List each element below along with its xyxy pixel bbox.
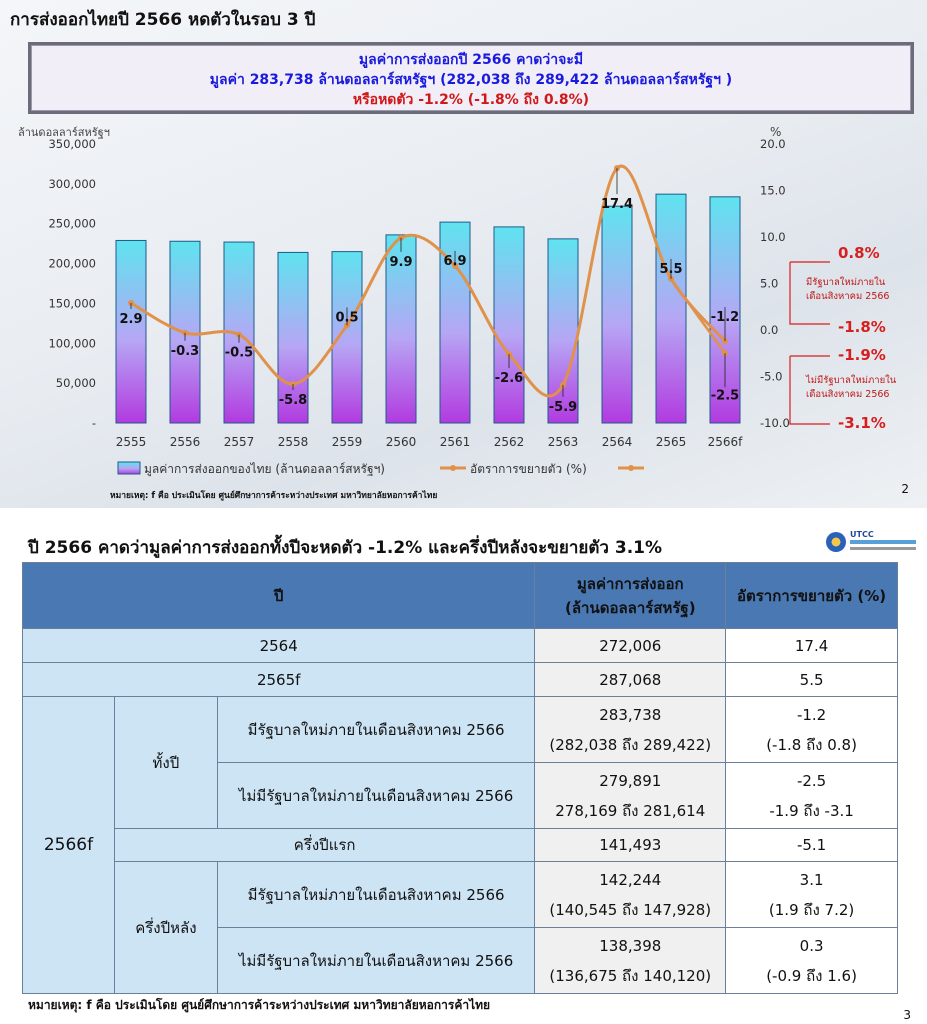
data-label: -2.5 — [710, 388, 740, 404]
fy-nogov-value-2: 278,169 ถึง 281,614 — [555, 801, 706, 820]
header-value — [535, 563, 726, 629]
x-tick-label: 2565 — [655, 435, 687, 449]
y2-tick-label: -10.0 — [760, 416, 790, 430]
y2-tick-label: 15.0 — [760, 183, 786, 198]
fy-nogov-growth — [726, 763, 898, 829]
legend-swatch-dot — [450, 465, 456, 471]
y-tick-label: 200,000 — [48, 256, 96, 271]
h2-nogov-label: ไม่มีรัฐบาลใหม่ภายในเดือนสิงหาคม 2566 — [217, 928, 535, 994]
row-2564-year: 2564 — [23, 629, 535, 663]
row-2566-year: 2566f — [23, 697, 115, 994]
table-row — [23, 697, 898, 763]
x-tick-label: 2559 — [331, 435, 363, 449]
data-label: 17.4 — [600, 197, 634, 213]
table-row — [23, 663, 898, 697]
slide2-title: ปี 2566 คาดว่ามูลค่าการส่งออกทั้งปีจะหดตัว -1.2% และครึ่งปีหลังจะขยายตัว 3.1% — [28, 538, 663, 558]
annotation-lower-high: -1.9% — [838, 346, 886, 364]
h2-nogov-growth-1: 0.3 — [799, 936, 824, 955]
h2-nogov-growth-2: (-0.9 ถึง 1.6) — [766, 966, 857, 985]
fy-nogov-value-1: 279,891 — [599, 771, 662, 790]
y2-tick-label: 10.0 — [760, 230, 786, 244]
h2-nogov-value — [535, 928, 726, 994]
export-table — [22, 562, 898, 994]
data-label: -0.3 — [170, 343, 200, 359]
annotation-upper-high: 0.8% — [838, 244, 880, 262]
row-2565-growth: 5.5 — [726, 663, 898, 697]
y-tick-label: 350,000 — [48, 137, 96, 151]
logo-bar — [850, 540, 916, 544]
legend-label-bar: มูลค่าการส่งออกของไทย (ล้านดอลลาร์สหรัฐฯ) — [144, 462, 385, 476]
y-axis-label: ล้านดอลลาร์สหรัฐฯ — [18, 126, 110, 139]
bar — [602, 206, 632, 423]
x-tick-label: 2558 — [277, 435, 309, 449]
table-header-row — [23, 563, 898, 629]
y2-tick-label: 5.0 — [760, 276, 779, 291]
h2-gov-value-1: 142,244 — [599, 870, 662, 889]
fy-nogov-label: ไม่มีรัฐบาลใหม่ภายในเดือนสิงหาคม 2566 — [217, 763, 535, 829]
summary-line-1: มูลค่าการส่งออกปี 2566 คาดว่าจะมี — [358, 52, 584, 68]
annotation-upper-low: -1.8% — [838, 318, 886, 336]
x-tick-label: 2561 — [439, 435, 471, 449]
data-label: 2.9 — [119, 312, 143, 328]
h2-nogov-growth — [726, 928, 898, 994]
x-tick-label: 2560 — [385, 435, 417, 449]
header-value-line-2: (ล้านดอลลาร์สหรัฐ) — [564, 598, 696, 617]
legend-swatch-dot-2 — [628, 465, 634, 471]
export-chart — [0, 0, 927, 508]
utcc-logo — [826, 530, 918, 556]
x-tick-label: 2557 — [223, 435, 255, 449]
slide2-footnote: หมายเหตุ: f คือ ประเมินโดย ศูนย์ศึกษาการค้าระหว่างประเทศ มหาวิทยาลัยหอการค้าไทย — [28, 998, 491, 1012]
y-tick-label: - — [91, 416, 96, 430]
summary-line-3: หรือหดตัว -1.2% (-1.8% ถึง 0.8%) — [352, 92, 590, 108]
h2-gov-growth-2: (1.9 ถึง 7.2) — [768, 900, 855, 919]
header-value-line-1: มูลค่าการส่งออก — [576, 574, 684, 593]
fy-nogov-growth-1: -2.5 — [796, 771, 827, 790]
x-tick-label: 2562 — [493, 435, 525, 449]
header-growth: อัตราการขยายตัว (%) — [726, 563, 898, 629]
slide-export-chart — [0, 0, 927, 508]
bar — [116, 240, 146, 423]
h2-gov-growth — [726, 862, 898, 928]
logo-bar-2 — [850, 547, 916, 550]
logo-text: UTCC — [850, 530, 874, 539]
second-half-label: ครึ่งปีหลัง — [114, 862, 217, 994]
bar — [656, 194, 686, 423]
row-2564-value: 272,006 — [535, 629, 726, 663]
data-label: -5.8 — [278, 392, 308, 408]
legend-label-line: อัตราการขยายตัว (%) — [470, 462, 587, 476]
fy-gov-label: มีรัฐบาลใหม่ภายในเดือนสิงหาคม 2566 — [217, 697, 535, 763]
h2-gov-label: มีรัฐบาลใหม่ภายในเดือนสิงหาคม 2566 — [217, 862, 535, 928]
h1-label: ครึ่งปีแรก — [114, 829, 534, 862]
data-label: 9.9 — [389, 254, 413, 270]
y2-axis-label: % — [770, 125, 782, 139]
y-tick-label: 150,000 — [48, 296, 96, 311]
table-row — [23, 862, 898, 928]
annotation-lower-text-2: เดือนสิงหาคม 2566 — [806, 389, 890, 400]
bar — [332, 252, 362, 423]
fy-gov-value — [535, 697, 726, 763]
h2-nogov-value-2: (136,675 ถึง 140,120) — [549, 966, 712, 985]
x-tick-label: 2563 — [547, 435, 579, 449]
slide2-page-number: 3 — [903, 1008, 911, 1022]
data-label: 0.5 — [335, 310, 359, 326]
data-label: -2.6 — [494, 371, 524, 387]
annotation-lower-text-1: ไม่มีรัฐบาลใหม่ภายใน — [806, 375, 897, 386]
slide-title: การส่งออกไทยปี 2566 หดตัวในรอบ 3 ปี — [10, 10, 316, 30]
y-tick-label: 50,000 — [55, 376, 96, 391]
fy-nogov-growth-2: -1.9 ถึง -3.1 — [769, 801, 854, 820]
data-label: 5.5 — [659, 261, 683, 277]
h1-growth: -5.1 — [726, 829, 898, 862]
data-label: 6.9 — [443, 253, 467, 269]
y2-tick-label: 20.0 — [760, 137, 786, 151]
data-label: -0.5 — [224, 345, 254, 361]
legend-swatch-bar — [118, 462, 140, 474]
y2-tick-label: -5.0 — [760, 369, 783, 384]
row-2565-year: 2565f — [23, 663, 535, 697]
annotation-lower-low: -3.1% — [838, 414, 886, 432]
data-label: -1.2 — [710, 310, 740, 326]
h2-gov-value — [535, 862, 726, 928]
y-tick-label: 300,000 — [48, 176, 96, 191]
h2-nogov-value-1: 138,398 — [599, 936, 662, 955]
fy-gov-value-1: 283,738 — [599, 705, 662, 724]
header-year: ปี — [23, 563, 535, 629]
full-year-label: ทั้งปี — [114, 697, 217, 829]
fy-nogov-value — [535, 763, 726, 829]
fy-gov-growth-2: (-1.8 ถึง 0.8) — [766, 735, 857, 754]
h1-value: 141,493 — [535, 829, 726, 862]
summary-line-2: มูลค่า 283,738 ล้านดอลลาร์สหรัฐฯ (282,038 ถึง 289,422 ล้านดอลลาร์สหรัฐฯ ) — [209, 72, 733, 88]
row-2564-growth: 17.4 — [726, 629, 898, 663]
row-2565-value: 287,068 — [535, 663, 726, 697]
table-row — [23, 629, 898, 663]
h2-gov-growth-1: 3.1 — [799, 870, 824, 889]
slide-export-table — [0, 516, 927, 1024]
x-tick-label: 2556 — [169, 435, 201, 449]
bar — [494, 227, 524, 423]
growth-line — [131, 166, 725, 396]
slide1-page-number: 2 — [901, 482, 909, 496]
x-tick-label: 2555 — [115, 435, 147, 449]
annotation-upper-text-1: มีรัฐบาลใหม่ภายใน — [806, 277, 886, 288]
fy-gov-value-2: (282,038 ถึง 289,422) — [549, 735, 712, 754]
slide1-footnote: หมายเหตุ: f คือ ประเมินโดย ศูนย์ศึกษาการค้าระหว่างประเทศ มหาวิทยาลัยหอการค้าไทย — [110, 491, 438, 501]
y-tick-label: 100,000 — [48, 336, 96, 351]
y2-tick-label: 0.0 — [760, 323, 779, 337]
h2-gov-value-2: (140,545 ถึง 147,928) — [549, 900, 712, 919]
utcc-seal-icon — [826, 532, 846, 552]
x-tick-label: 2564 — [601, 435, 633, 449]
x-tick-label: 2566f — [707, 435, 743, 449]
y-tick-label: 250,000 — [48, 216, 96, 231]
annotation-upper-text-2: เดือนสิงหาคม 2566 — [806, 291, 890, 302]
table-row — [23, 829, 898, 862]
fy-gov-growth-1: -1.2 — [796, 705, 827, 724]
fy-gov-growth — [726, 697, 898, 763]
data-label: -5.9 — [548, 399, 578, 415]
